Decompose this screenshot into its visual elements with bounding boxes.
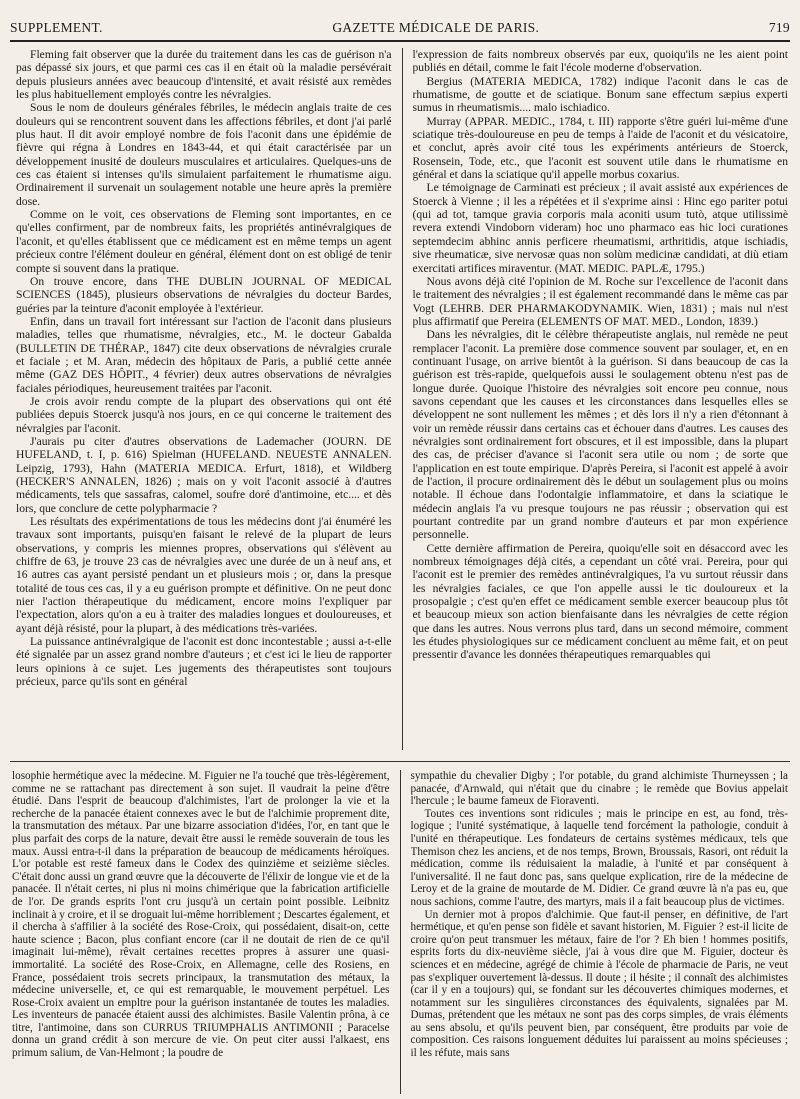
paragraph: Dans les névralgies, dit le célèbre thérapeutiste anglais, nul remède ne peut remplacer l'aconit. La première dose commence souvent par soulager, et, en en continuant l'usage, on arrive bientôt à la guérison. Si dans beaucoup de cas la guérison est très-rapide, quelquefois aussi le soulagement obtenu n'est pas de longue durée. Quoique l'histoire des névralgies soit encore peu connue, nous savons cependant que les causes et les circonstances dans lesquelles elles se développent ne sont nullement les mêmes ; et dès lors il n'y a rien d'étonnant à voir un remède réussir dans certains cas et échouer dans d'autres. Les causes des névralgies sont ordinairement fort obscures, et il est impossible, dans la plupart des cas, de préciser d'avance si l'aconit sera utile ou nom ; de sorte que l'application en est toute empirique. D'après Pereira, si l'aconit est appelé à avoir de l'action, il procure ordinairement dès le début un soulagement plus ou moins notable. Il échoue dans l'odontalgie inflammatoire, et dans la sciatique le médecin anglais l'a vu presque toujours ne pas réussir ; observation qui est pourtant contredite par un grand nombre d'auteurs et par mon expérience personnelle.	[412, 328, 788, 542]
paragraph: La puissance antinévralgique de l'aconit est donc incontestable ; aussi a-t-elle été signalée par un assez grand nombre d'auteurs ; et c'est ici le lieu de rapporter leurs opinions à ce sujet. Les jugements des thérapeutistes sont toujours précieux, parce qu'ils sont en général	[16, 635, 392, 689]
paragraph: Les résultats des expérimentations de tous les médecins dont j'ai énuméré les travaux sont importants, puisqu'en faisant le relevé de la plupart de leurs observations, y compris les miennes propres, observations qui s'élèvent au chiffre de 63, je trouve 23 cas de névralgies avec une durée de un à neuf ans, et 16 autres cas ayant persisté pendant un et plusieurs mois ; or, dans la presque totalité de tous ces cas, il y a eu guérison prompte et définitive. On ne peut donc nier l'action thérapeutique du médicament, encore moins l'expliquer par l'expectation, alors qu'on a eu à traiter des maladies longues et douloureuses, et ayant déjà résisté, pour la plupart, à des médications très-variées.	[16, 515, 392, 635]
header-rule	[10, 40, 790, 42]
paragraph: Cette dernière affirmation de Pereira, quoiqu'elle soit en désaccord avec les nombreux témoignages déjà cités, a cependant un côté vrai. Pereira, pour qui l'aconit est le premier des remèdes antinévralgiques, l'a vu surtout réussir dans les névralgies faciales, ce que l'on appelle aussi le tic douloureux et la prosopalgie ; c'est qu'en effet ce médicament semble exercer beaucoup plus tôt et beaucoup mieux son action bienfaisante dans les névralgies de cette région que dans les autres. Nous verrons plus tard, dans un second mémoire, comment les études physiologiques sur ce médicament concluent au même fait, et on peut pressentir d'avance les données thérapeutiques remarquables qui	[412, 541, 788, 662]
header-section-label: SUPPLEMENT.	[10, 20, 103, 35]
paragraph: On trouve encore, dans THE DUBLIN JOURNAL OF MEDICAL SCIENCES (1845), plusieurs observations de névralgies du docteur Bardes, guéries par la teinture d'aconit employée à l'extérieur.	[16, 274, 392, 315]
feuilleton-column-right	[411, 770, 789, 1094]
article-columns	[16, 48, 788, 750]
paragraph: Nous avons déjà cité l'opinion de M. Roche sur l'excellence de l'aconit dans le traitement des névralgies ; il est également recommandé dans le même cas par Vogt (LEHRB. DER PHARMAKODYNAMIK. Wien, 1831) ; mais nul n'est plus affirmatif que Pereira (ELEMENTS OF MAT. MED., London, 1839.)	[412, 274, 788, 328]
feuilleton-column-left	[12, 770, 390, 1094]
feuilleton-columns	[12, 770, 788, 1094]
paragraph: l'expression de faits nombreux observés par eux, quoiqu'ils ne les aient point publiés en détail, comme le fait l'école moderne d'observation.	[412, 48, 788, 75]
header-journal-title: GAZETTE MÉDICALE DE PARIS.	[332, 20, 540, 35]
paragraph: Je crois avoir rendu compte de la plupart des observations qui ont été publiées depuis Stoerck jusqu'à nos jours, en ce qui concerne le traitement des névralgies par l'aconit.	[16, 394, 392, 435]
paragraph: Sous le nom de douleurs générales fébriles, le médecin anglais traite de ces douleurs qui se rencontrent souvent dans les affections fébriles, et dont j'ai parlé plus haut. Il dit avoir employé nombre de fois l'aconit dans une épidémie de fièvre qui régna à Londres en 1843-44, et qui était caractérisée par un développement inusité de douleurs musculaires et articulaires. Quelques-uns de ces cas étaient si intenses qu'ils simulaient parfaitement le rhumatisme aigu. Ordinairement il survenait un soulagement notable une heure après la première dose.	[16, 101, 392, 208]
paragraph: Un dernier mot à propos d'alchimie. Que faut-il penser, en définitive, de l'art hermétique, et qu'en pense son fidèle et savant historien, M. Figuier ? est-il licite de croire qu'on peut transmuer les métaux, faire de l'or ? Eh bien ! hommes positifs, esprits forts du dix-neuvième siècle, j'ai à vous dire que M. Figuier, docteur ès sciences et en médecine, agrégé de chimie à l'école de pharmacie de Paris, ne veut pas s'expliquer ouvertement là-dessus. Il doute ; il hésite ; il connaît des alchimistes (car il y en a toujours) qui, se fondant sur les découvertes chimiques modernes, et notamment sur les singulières circonstances des équivalents, signalées par M. Dumas, prétendent que les métaux ne sont pas des corps simples, de vrais éléments au sens absolu, et qu'ils peuvent bien, par conséquent, être produits par voie de composition. Ces raisons longuement déduites lui paraissent au moins spécieuses ; il les réfute, mais sans	[410, 908, 788, 1060]
column-divider	[402, 48, 403, 750]
article-column-left	[16, 48, 392, 750]
paragraph: Toutes ces inventions sont ridicules ; mais le principe en est, au fond, très-logique ; l'unité systématique, à laquelle tend forcément la pathologie, conduit à l'unité en thérapeutique. Les fondateurs de certains systèmes médicaux, tels que Themison chez les anciens, et de nos temps, Brown, Broussais, Rasori, ont réduit la médication, comme ils réduisaient la maladie, à l'unité et par conséquent à l'universalité. Il ne faut donc pas, sans quelque explication, rire de la médecine de Leroy et de la graine de moutarde de M. Didier. Ce grand œuvre là n'a pas eu, que nous sachions, comme l'autre, des martyrs, mais il a fait beaucoup plus de victimes.	[410, 807, 788, 908]
paragraph: Murray (APPAR. MEDIC., 1784, t. III) rapporte s'être guéri lui-même d'une sciatique très-douloureuse en peu de temps à l'aide de l'aconit et du vésicatoire, et conclut, après avoir cité tous les expériments antérieurs de Stoerck, Rosensein, Tode, etc., que l'aconit est souvent utile dans le rhumatisme en général et dans la sciatique qu'il appelle morbus coxarius.	[412, 114, 788, 182]
paragraph: Comme on le voit, ces observations de Fleming sont importantes, en ce qu'elles confirment, par de nombreux faits, les propriétés antinévralgiques de l'aconit, et qu'elles établissent que ce médicament est en même temps un agent précieux contre l'élément douleur en général, élément dont on est obligé de tenir compte si souvent dans la pratique.	[16, 208, 392, 275]
column-divider	[400, 770, 401, 1094]
page-header	[10, 14, 790, 36]
header-page-number: 719	[768, 20, 790, 35]
article-column-right	[413, 48, 789, 750]
section-divider	[10, 761, 790, 762]
paragraph: losophie hermétique avec la médecine. M. Figuier ne l'a touché que très-légèrement, comme ne se rattachant pas directement à son sujet. Il vaudrait la peine d'être étudié. Dans l'esprit de beaucoup d'alchimistes, l'art de prolonger la vie et la recherche de la panacée étaient connexes avec le but de l'alchimie proprement dite, la transmutation des métaux. Par une bizarre association d'idées, l'or, en tant que le plus parfait des corps de la nature, devait être aussi le remède souverain de tous les maux. Aussi entra-t-il dans la préparation de beaucoup de médicaments héroïques. L'or potable est resté fameux dans le Codex des quinzième et seizième siècles. C'était donc aussi un grand œuvre que la découverte de l'élixir de longue vie et de la panacée. Il n'était certes, ni plus ni moins chimérique que la fabrication artificielle de l'or. De grands esprits l'ont cru jusqu'à un certain point possible. Leibnitz inclinait à y croire, et il se droguait lui-même horriblement ; Descartes également, et il chercha à s'affilier à la société des Rose-Croix, qui possédaient, disait-on, cette haute science ; Bacon, plus confiant encore (car il ne doutait de rien de ce qu'il imaginait lui-même), rêvait certaines recettes propres à assurer une quasi-immortalité. La société des Rose-Croix, en Allemagne, celle des Rosiens, en France, possédaient trois secrets principaux, la transmutation des métaux, la médecine universelle, et, ce qui est remarquable, le mouvement perpétuel. Les Rose-Croix avaient un empltre pour la guérison instantanée de toutes les maladies. Les inventeurs de panacée étaient aussi des alchimistes. Basile Valentin prôna, à ce titre, l'antimoine, dans son CURRUS TRIUMPHALIS ANTIMONII ; Paracelse donna un grand crédit à son mercure de vie. On peut citer aussi l'alkaest, ens primum salium, de Van-Helmont ; la poudre de	[12, 770, 390, 1060]
paragraph: J'aurais pu citer d'autres observations de Lademacher (JOURN. DE HUFELAND, t. I, p. 616) Spielman (HUFELAND. NEUESTE ANNALEN. Leipzig, 1793), Hahn (MATERIA MEDICA. Erfurt, 1818), et Wildberg (HECKER'S ANNALEN, 1826) ; mais on y voit l'aconit associé à d'autres médicaments, tels que sassafras, calomel, soufre doré d'antimoine, etc.... et dès lors, que conclure de cette polypharmacie ?	[16, 434, 392, 515]
paragraph: sympathie du chevalier Digby ; l'or potable, du grand alchimiste Thurneyssen ; la panacée, d'Arnwald, qui n'était que du cinabre ; le remède que Bovius appelait l'hercule ; le baume fameux de Fioraventi.	[410, 770, 788, 808]
paragraph: Bergius (MATERIA MEDICA, 1782) indique l'aconit dans le cas de rhumatisme, de goutte et de sciatique. Bonum sane effectum sæpius experti sumus in rheumatismis.... malo ischiadico.	[412, 74, 788, 115]
paragraph: Enfin, dans un travail fort intéressant sur l'action de l'aconit dans plusieurs maladies, telles que rhumatisme, névralgies, etc., M. le docteur Gabalda (BULLETIN DE THÉRAP., 1847) cite deux observations de névralgies crurale et faciale ; et M. Aran, médecin des hôpitaux de Paris, a publié cette année même (GAZ DES HÔPIT., 4 février) deux autres observations de névralgies faciales périodiques, heureusement traitées par l'aconit.	[16, 314, 392, 395]
paragraph: Le témoignage de Carminati est précieux ; il avait assisté aux expériences de Stoerck à Vienne ; il les a répétées et il s'exprime ainsi : Hinc ego pariter potui (qui ad tot, tamque gravia corporis mala aconiti usum tutò, atque utilissimè revera extendi Vindoborn videram) hoc uno pharmaco eas hic loci curationes septemdecim abhinc annis perficere rheumatismi, arthritidis, atque ischiadis, sive rheumaticæ, sive nervosæ quas non solùm medicinæ candidati, at diù etiam exercitati artifices miraventur. (MAT. MEDIC. PAPLÆ, 1795.)	[412, 181, 788, 275]
paragraph: Fleming fait observer que la durée du traitement dans les cas de guérison n'a pas dépassé six jours, et que parmi ces cas il en était où la maladie persévérait depuis plusieurs années avec beaucoup d'intensité, et avait résisté aux remèdes les plus habituellement employés contre les névralgies.	[16, 48, 392, 102]
